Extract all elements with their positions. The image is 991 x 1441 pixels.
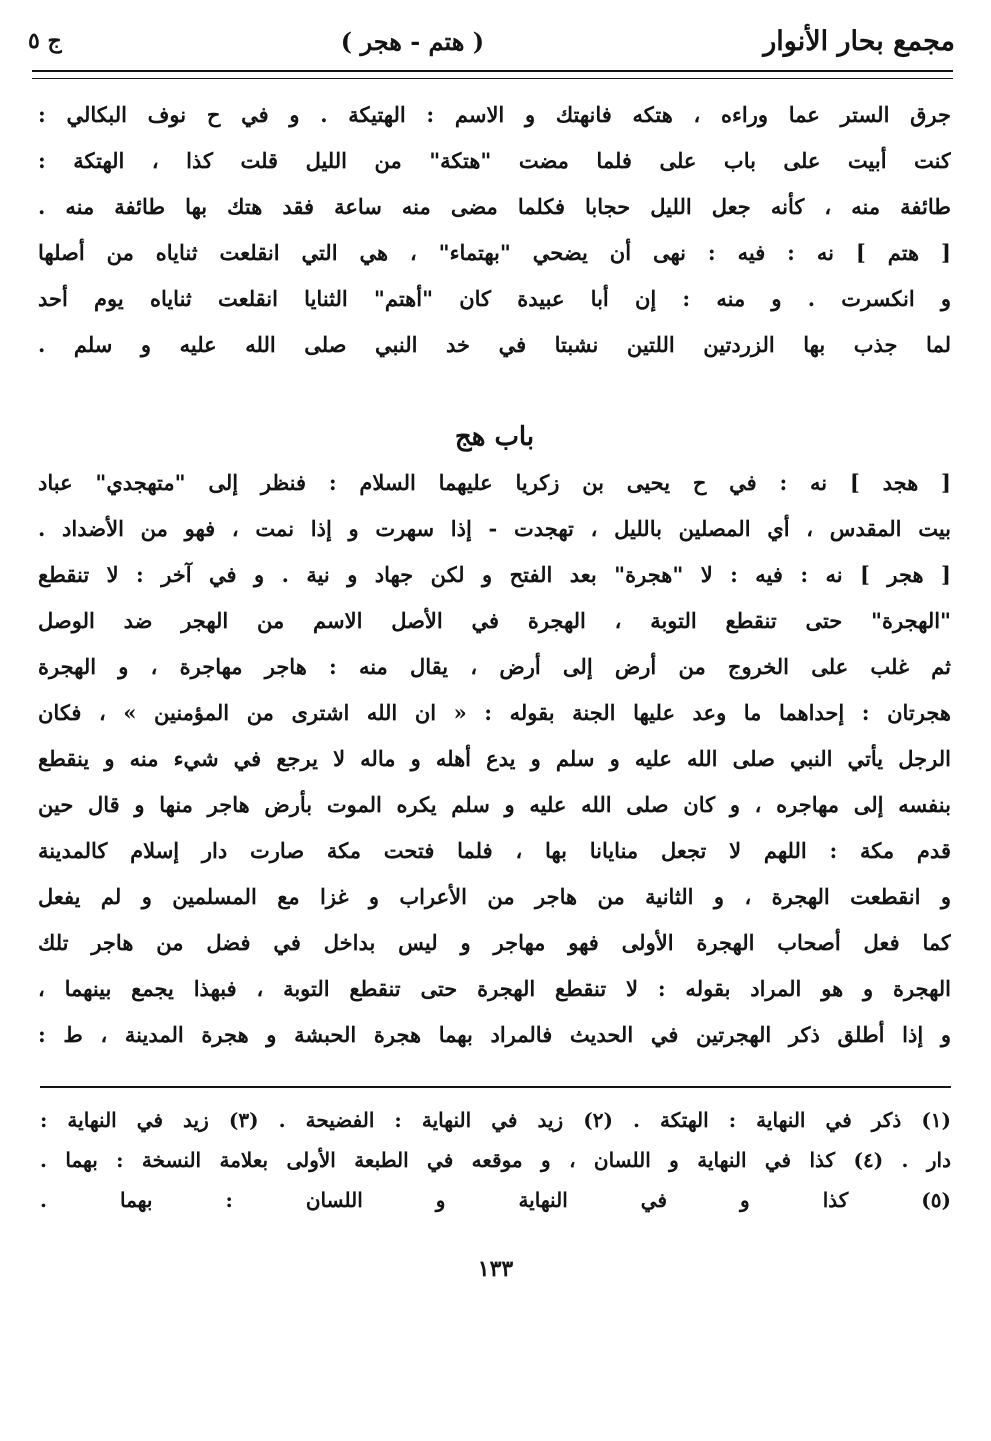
footnotes [40,1100,951,1220]
text-line: و انكسرت . و منه : إن أبا عبيدة كان "أهتم" الثنايا انقلعت ثناياه يوم أحد [38,286,951,311]
text-line: ثم غلب على الخروج من أرض إلى أرض ، يقال منه : هاجر مهاجرة ، و الهجرة [38,654,951,679]
text-line: طائفة منه ، كأنه جعل الليل حجابا فكلما مضى منه ساعة فقد هتك بها طائفة منه . [38,194,951,219]
text-line: كما فعل أصحاب الهجرة الأولى فهو مهاجر و ليس بداخل في فضل من هاجر تلك [38,930,951,955]
page-header [28,18,955,64]
text-line: [ هتم ] نه : فيه : نهى أن يضحي "بهتماء" ، هي التي انقلعت ثناياه من أصلها [38,240,951,265]
footnote-line: (٥) كذا و في النهاية و اللسان : بهما . [40,1188,951,1212]
text-line: [ هجد ] نه : في ح يحيى بن زكريا عليهما السلام : فنظر إلى "متهجدي" عباد [38,470,951,495]
text-line: لما جذب بها الزردتين اللتين نشبتا في خد النبي صلى الله عليه و سلم . [38,332,951,357]
footnote-line: دار . (٤) كذا في النهاية و اللسان ، و موقعه في الطبعة الأولى بعلامة النسخة : بهما . [40,1148,951,1172]
chapter-heading: باب هج [454,422,535,452]
blank-line [38,368,951,414]
footnote-rule [40,1086,951,1088]
main-text [38,92,951,1058]
page-number: ١٣٣ [477,1256,514,1282]
text-line: كنت أبيت على باب على فلما مضت "هتكة" من الليل قلت كذا ، الهتكة : [38,148,951,173]
book-title: مجمع بحار الأنوار [763,25,955,57]
text-line: بيت المقدس ، أي المصلين بالليل ، تهجدت - إذا سهرت و إذا نمت ، فهو من الأضداد . [38,516,951,541]
text-line: الرجل يأتي النبي صلى الله عليه و سلم و يدع أهله و ماله لا يرجع في شيء منه و ينقطع [38,746,951,771]
text-line: و انقطعت الهجرة ، و الثانية من هاجر من الأعراب و غزا مع المسلمين و لم يفعل [38,884,951,909]
header-rule-thin [32,78,953,79]
text-line: جرق الستر عما وراءه ، هتكه فانهتك و الاسم : الهتيكة . و في ح نوف البكالي : [38,102,951,127]
volume-info: ج ٥ [28,28,62,54]
text-line: بنفسه إلى مهاجره ، و كان صلى الله عليه و سلم يكره الموت بأرض هاجر منها و قال حين [38,792,951,817]
text-line: هجرتان : إحداهما ما وعد عليها الجنة بقوله : « ان الله اشترى من المؤمنين » ، فكان [38,700,951,725]
footnote-line: (١) ذكر في النهاية : الهتكة . (٢) زيد في النهاية : الفضيحة . (٣) زيد في النهاية : [40,1108,951,1132]
text-line: "الهجرة" حتى تنقطع التوبة ، الهجرة في الأصل الاسم من الهجر ضد الوصل [38,608,951,633]
text-line: و إذا أطلق ذكر الهجرتين في الحديث فالمراد بهما هجرة الحبشة و هجرة المدينة ، ط : [38,1022,951,1047]
text-line: [ هجر ] نه : فيه : لا "هجرة" بعد الفتح و لكن جهاد و نية . و في آخر : لا تنقطع [38,562,951,587]
section-title: ( هتم - هجر ) [340,26,485,56]
header-rule [32,70,953,72]
text-line: الهجرة و هو المراد بقوله : لا تنقطع الهجرة حتى تنقطع التوبة ، فبهذا يجمع بينهما ، [38,976,951,1001]
text-line: قدم مكة : اللهم لا تجعل منايانا بها ، فلما فتحت مكة صارت دار إسلام كالمدينة [38,838,951,863]
